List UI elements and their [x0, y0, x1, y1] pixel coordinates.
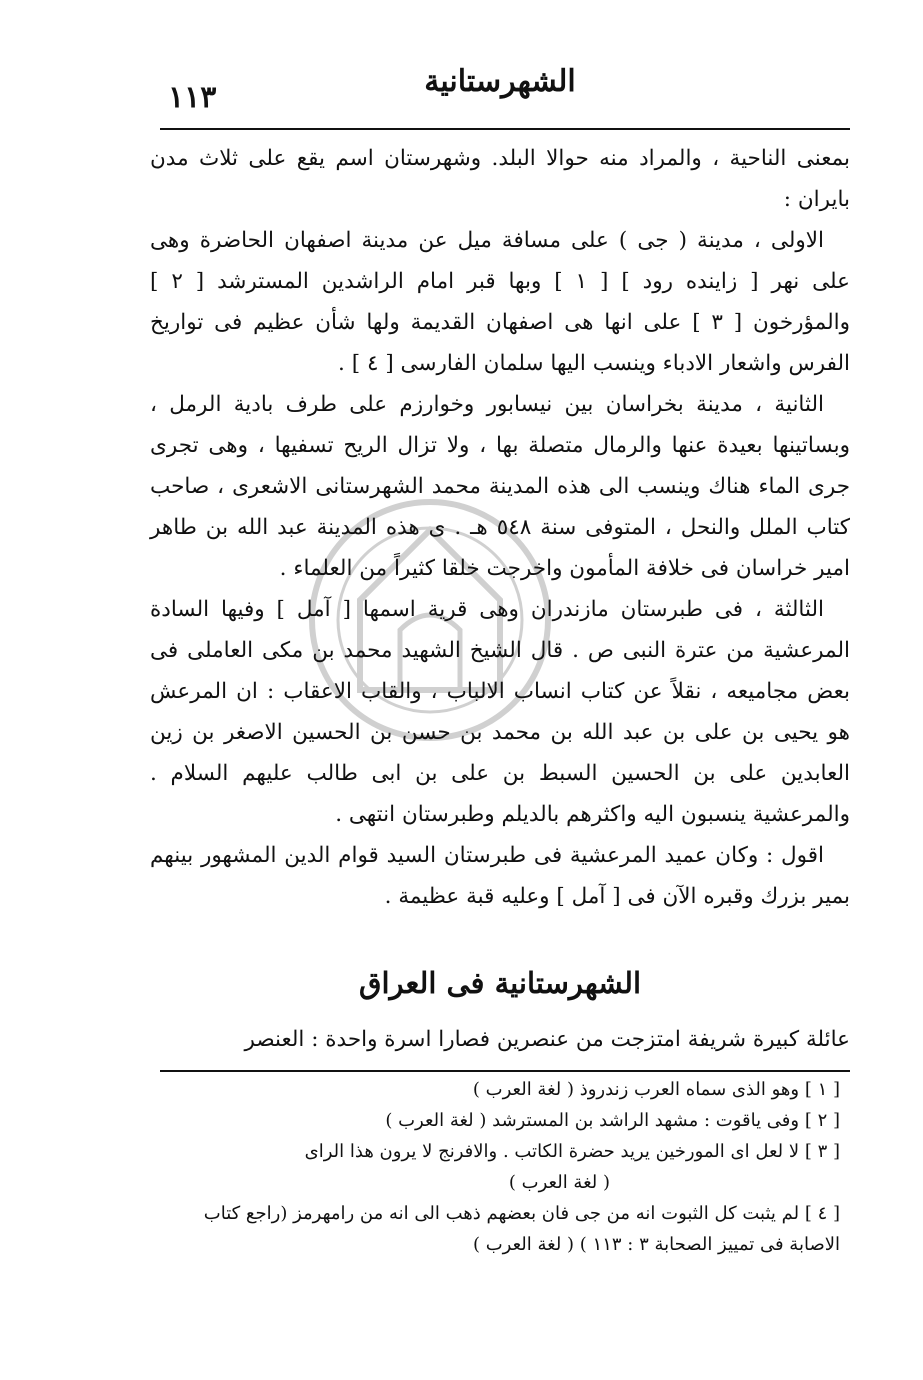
paragraph-first-city: الاولى ، مدينة ( جى ) على مسافة ميل عن مدينة اصفهان الحاضرة وهى على نهر [ زاينده رود ] [ ١ ] وبها قبر امام الراشدين المسترشد [ ٢ ] والمؤرخون [ ٣ ] على انها هى اصفهان القديمة ولها شأن عظيم فى تواريخ الفرس واشعار الادباء وينسب اليها سلمان الفارسى [ ٤ ] .: [150, 228, 850, 376]
header-rule: [160, 128, 850, 130]
footnote-1: [ ١ ] وهو الذى سماه العرب زندروذ ( لغة العرب ): [472, 1079, 840, 1100]
footnotes: [150, 1074, 840, 1260]
footnote-3: [ ٣ ] لا لعل اى المورخين يريد حضرة الكاتب . والافرنج لا يرون هذا الراى: [304, 1141, 840, 1162]
running-title: الشهرستانية: [424, 64, 576, 99]
page-number: ١١٣: [168, 80, 217, 115]
section-first-line: عائلة كبيرة شريفة امتزجت من عنصرين فصارا اسرة واحدة : العنصر: [244, 1027, 850, 1052]
footnote-3-source: ( لغة العرب ): [508, 1172, 610, 1193]
paragraph-note: اقول : وكان عميد المرعشية فى طبرستان السيد قوام الدين المشهور بينهم بمير بزرك وقبره الآن فى [ آمل ] وعليه قبة عظيمة .: [150, 843, 850, 909]
paragraph-intro: بمعنى الناحية ، والمراد منه حوالا البلد. وشهرستان اسم يقع على ثلاث مدن بايران :: [150, 146, 850, 212]
section-heading: الشهرستانية فى العراق: [358, 966, 642, 1000]
footnote-2: [ ٢ ] وفى ياقوت : مشهد الراشد بن المسترشد ( لغة العرب ): [385, 1110, 840, 1131]
paragraph-second-city: الثانية ، مدينة بخراسان بين نيسابور وخوارزم على طرف بادية الرمل ، وبساتينها بعيدة عنها والرمال متصلة بها ، ولا تزال الريح تسفيها ، وهى تجرى جرى الماء هناك وينسب الى هذه المدينة محمد الشهرستانى الاشعرى ، صاحب كتاب الملل والنحل ، المتوفى سنة ٥٤٨ هـ . ى هذه المدينة عبد الله بن طاهر امير خراسان فى خلافة المأمون واخرجت خلقا كثيراً من العلماء .: [150, 392, 850, 581]
page-header: [160, 52, 840, 122]
footnote-rule: [160, 1070, 850, 1072]
paragraph-third-city: الثالثة ، فى طبرستان مازندران وهى قرية اسمها [ آمل ] وفيها السادة المرعشية من عترة النبى ص . قال الشيخ الشهيد محمد بن مكى العاملى فى بعض مجاميعه ، نقلاً عن كتاب انساب الالباب ، والقاب الاعقاب : ان المرعش هو يحيى بن على بن عبد الله بن محمد بن حسن بن الحسين الاصغر بن زين العابدين على بن الحسين السبط بن على بن ابى طالب عليهم السلام . والمرعشية ينسبون اليه واكثرهم بالديلم وطبرستان انتهى .: [150, 597, 850, 827]
footnote-4: [ ٤ ] لم يثبت كل الثبوت انه من جى فان بعضهم ذهب الى انه من رامهرمز (راجع كتاب الاصابة فى تمييز الصحابة ٣ : ١١٣ ) ( لغة العرب ): [203, 1203, 840, 1255]
main-text: [150, 138, 850, 917]
